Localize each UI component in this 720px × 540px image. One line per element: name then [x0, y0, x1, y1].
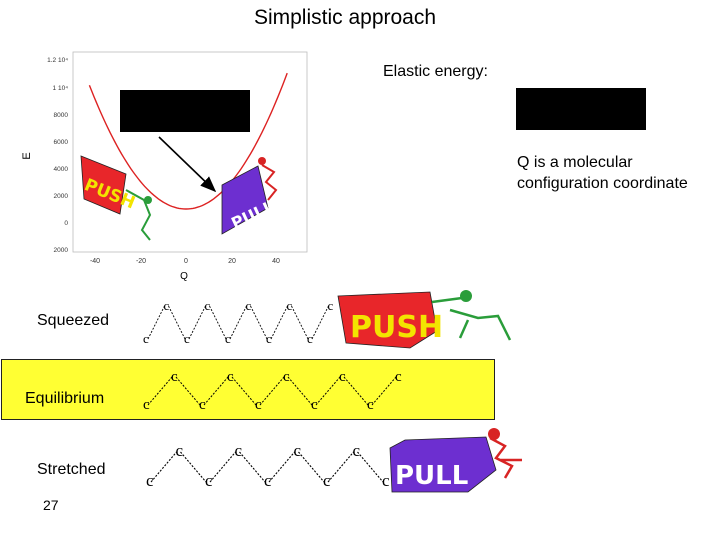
- page-number: 27: [43, 497, 59, 513]
- carbon-atom-label: c: [311, 397, 318, 413]
- carbon-atom-label: c: [184, 331, 190, 346]
- carbon-atom-label: c: [143, 397, 150, 413]
- carbon-chain-stretched: [146, 441, 390, 490]
- x-tick-label: 40: [272, 258, 280, 265]
- pull-sign-text: PULL: [228, 196, 278, 234]
- chain-bond: [312, 306, 329, 339]
- carbon-atom-label: c: [199, 397, 206, 413]
- chain-bond: [260, 377, 284, 405]
- y-tick-label: 1.2 10⁴: [47, 57, 68, 64]
- push-sign-text: PUSH: [81, 175, 138, 214]
- chain-bond: [169, 306, 186, 339]
- pull-sign-text: PULL: [395, 461, 469, 491]
- carbon-atom-label: c: [339, 369, 346, 385]
- pull-stick-figure-icon: [490, 438, 522, 478]
- q-note-line-1: Q is a molecular: [517, 154, 633, 171]
- y-tick-label: 8000: [53, 112, 68, 119]
- carbon-atom-label: c: [382, 471, 390, 490]
- carbon-chain-squeezed: [143, 298, 334, 346]
- chain-bond: [151, 452, 177, 482]
- carbon-atom-label: c: [307, 331, 313, 346]
- carbon-atom-label: c: [264, 471, 272, 490]
- chain-bond: [176, 377, 200, 405]
- chain-bond: [316, 377, 340, 405]
- chain-bond: [344, 377, 368, 405]
- slide-title: Simplistic approach: [253, 6, 437, 29]
- carbon-atom-label: c: [293, 441, 302, 460]
- x-tick-label: 20: [228, 258, 236, 265]
- chain-bond: [251, 306, 268, 339]
- carbon-atom-label: c: [225, 331, 231, 346]
- push-sign-text: PUSH: [350, 310, 444, 345]
- chain-bond: [204, 377, 228, 405]
- q-note-line-2: configuration coordinate: [517, 175, 688, 192]
- x-tick-label: 0: [184, 258, 188, 265]
- x-tick-label: -20: [135, 258, 147, 265]
- stick-figure-head-icon: [258, 157, 266, 165]
- push-stick-figure-icon: [432, 298, 510, 340]
- chain-bond: [372, 377, 396, 405]
- plot-frame: [73, 52, 307, 252]
- y-tick-label: 6000: [53, 139, 68, 146]
- stretched-label: Stretched: [37, 461, 106, 478]
- squeezed-label: Squeezed: [37, 312, 110, 329]
- carbon-atom-label: c: [163, 298, 170, 313]
- pull-figure-small: [222, 157, 277, 234]
- chain-bond: [358, 452, 384, 482]
- chain-bond: [189, 306, 206, 339]
- chain-bond: [299, 452, 325, 482]
- carbon-atom-label: c: [395, 369, 402, 385]
- chain-bond: [148, 306, 165, 339]
- chain-bond: [210, 452, 236, 482]
- chain-bond: [269, 452, 295, 482]
- carbon-atom-label: c: [204, 298, 211, 313]
- carbon-atom-label: c: [234, 441, 243, 460]
- carbon-atom-label: c: [227, 369, 234, 385]
- y-tick-labels: [47, 57, 68, 254]
- chain-bond: [328, 452, 354, 482]
- chain-bond: [271, 306, 288, 339]
- stick-figure-head-icon: [460, 290, 472, 302]
- y-tick-label: 2000: [53, 193, 68, 200]
- carbon-chain-equilibrium: [143, 369, 402, 413]
- y-tick-label: 1 10⁴: [52, 85, 68, 92]
- carbon-atom-label: c: [171, 369, 178, 385]
- carbon-atom-label: c: [352, 441, 361, 460]
- carbon-atom-label: c: [323, 471, 331, 490]
- carbon-atom-label: c: [205, 471, 213, 490]
- carbon-atom-label: c: [255, 397, 262, 413]
- chain-bond: [288, 377, 312, 405]
- x-tick-labels: [90, 258, 280, 265]
- equilibrium-label: Equilibrium: [25, 390, 105, 407]
- y-tick-label: 4000: [53, 166, 68, 173]
- y-axis-label: E: [21, 152, 33, 160]
- pull-figure-large: [390, 428, 522, 492]
- chain-bond: [181, 452, 207, 482]
- arrow-icon: [159, 137, 215, 191]
- carbon-atom-label: c: [146, 471, 154, 490]
- push-figure-large: [338, 290, 510, 348]
- chain-bond: [230, 306, 247, 339]
- elastic-energy-label: Elastic energy:: [383, 63, 488, 80]
- x-axis-label: Q: [180, 271, 188, 282]
- push-figure-small: [81, 156, 152, 240]
- x-tick-label: -40: [89, 258, 101, 265]
- stick-figure-head-icon: [488, 428, 500, 440]
- carbon-atom-label: c: [327, 298, 334, 313]
- carbon-atom-label: c: [143, 331, 149, 346]
- chain-bond: [148, 377, 172, 405]
- chain-bond: [240, 452, 266, 482]
- chain-bond: [210, 306, 227, 339]
- carbon-atom-label: c: [266, 331, 272, 346]
- carbon-atom-label: c: [286, 298, 293, 313]
- carbon-atom-label: c: [367, 397, 374, 413]
- y-tick-label: 2000: [53, 247, 68, 254]
- stick-figure-head-icon: [144, 196, 152, 204]
- carbon-atom-label: c: [175, 441, 184, 460]
- chain-bond: [232, 377, 256, 405]
- y-tick-label: 0: [64, 220, 68, 227]
- carbon-atom-label: c: [283, 369, 290, 385]
- carbon-atom-label: c: [245, 298, 252, 313]
- chain-bond: [292, 306, 309, 339]
